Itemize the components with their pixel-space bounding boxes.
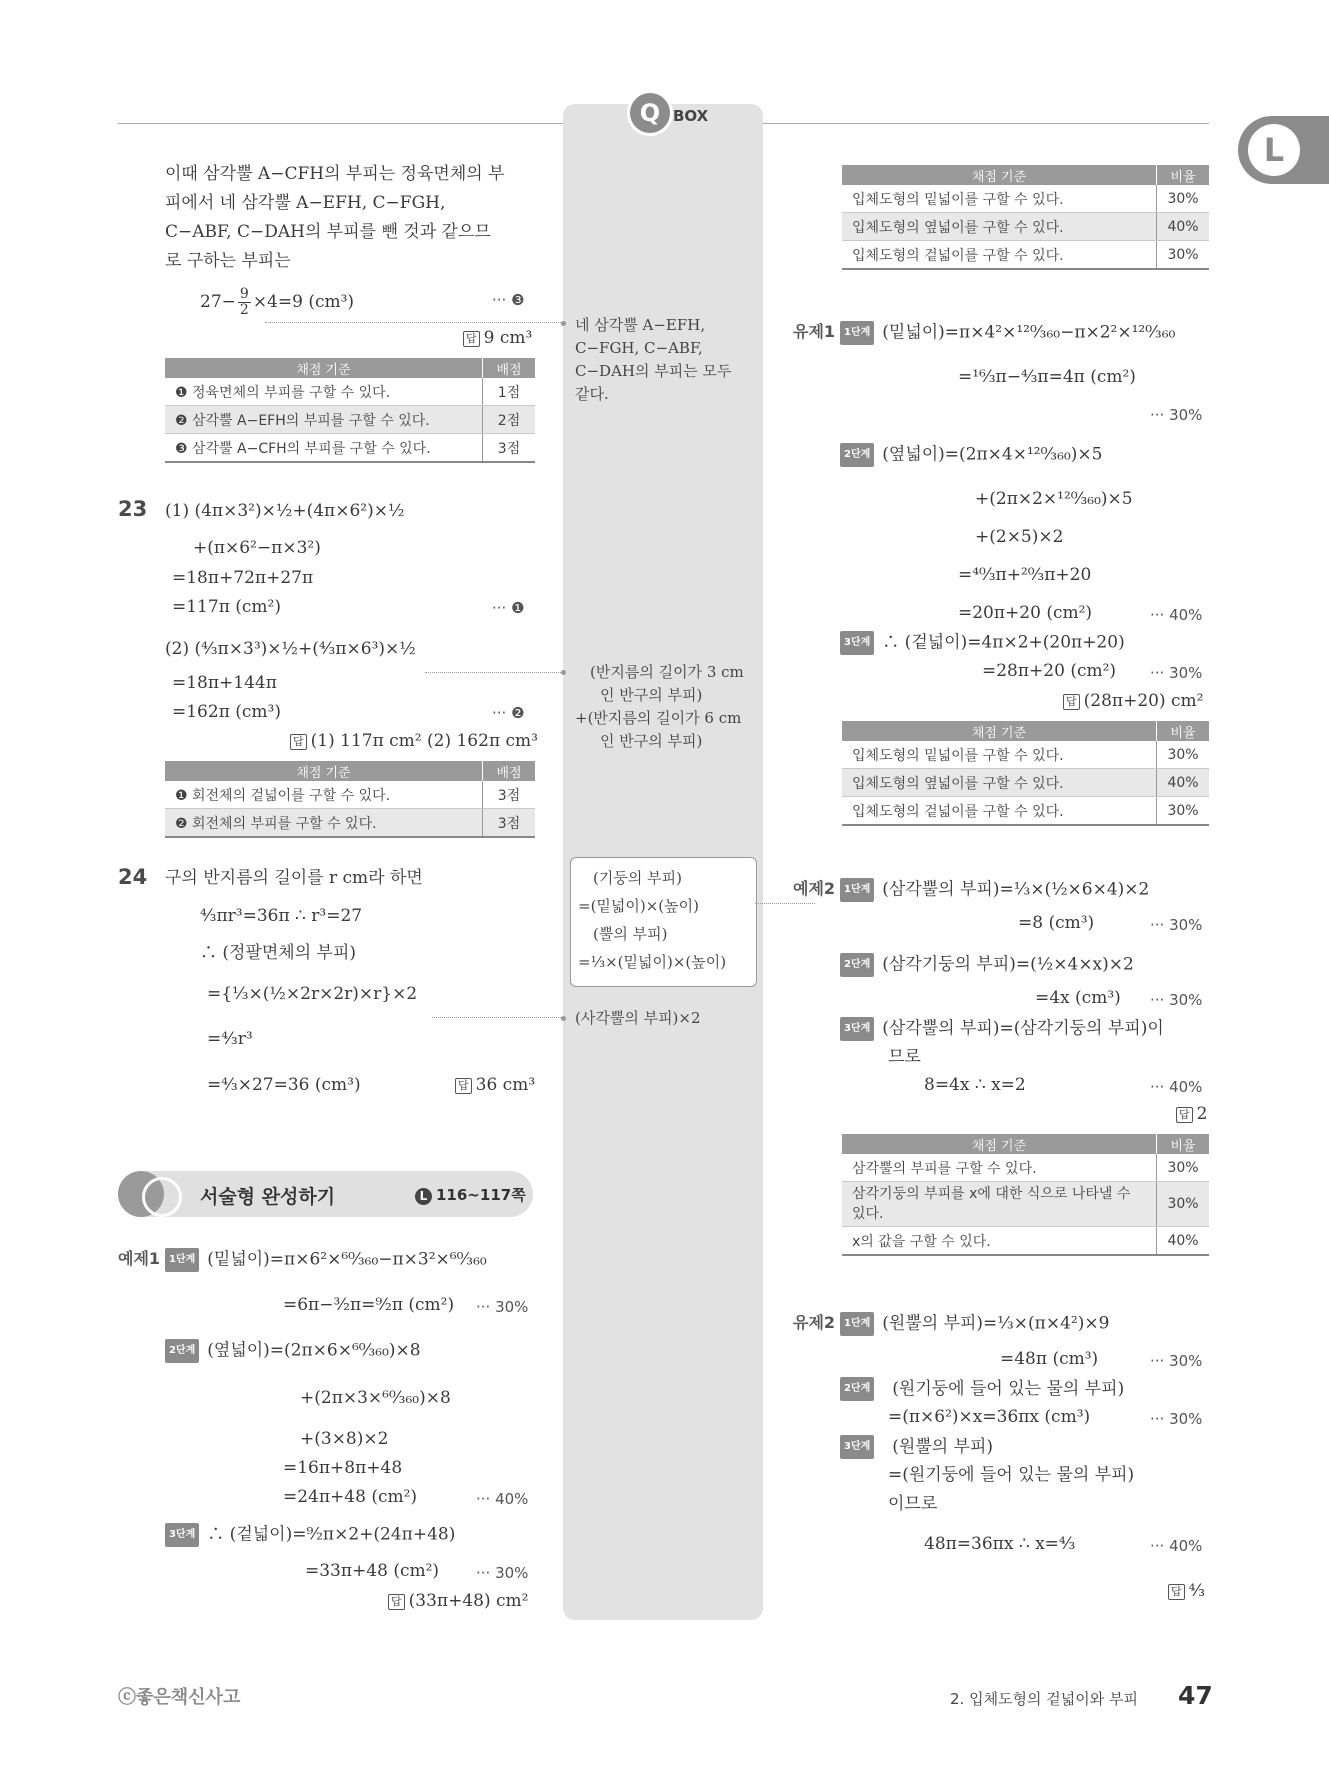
ex2-step3-marker: ··· 40% [1150,1078,1203,1096]
qbox-note1-dot [561,321,566,326]
ex1-step3-result: =33π+48 (cm²) [305,1561,440,1581]
yu1-step1: 1단계 (밑넓이)=π×4²×¹²⁰⁄₃₆₀−π×2²×¹²⁰⁄₃₆₀ [840,321,1175,345]
p23-line-4: =117π (cm²) [172,597,281,617]
qbox-note4-dot [561,1016,566,1021]
header-rule-right [762,123,1209,124]
qbox-note-3: (기둥의 부피) =(밑넓이)×(높이) (뿔의 부피) =⅓×(밑넓이)×(높이) [578,869,727,971]
ex1-step2-marker: ··· 40% [476,1490,529,1508]
p22-scoring-table: 채점 기준 배점 ❶ 정육면체의 부피를 구할 수 있다. 1점 ❷ 삼각뿔 A−EFH의 부피를 구할 수 있다. 2점 ❸ 삼각뿔 A−CFH의 부피를 구할 수 있다. 3점 [165,358,535,463]
p23-line-7: =162π (cm³) [172,702,281,722]
p23-line-1: (1) (4π×3²)×½+(4π×6²)×½ [165,501,405,521]
yu1-step3-result: =28π+20 (cm²) [982,661,1117,681]
p22-marker: ··· ❸ [492,291,525,309]
ex2-step2-marker: ··· 30% [1150,991,1203,1009]
yu2-step3-line-2: =(원기둥에 들어 있는 물의 부피) [888,1465,1135,1485]
p23-marker-2: ··· ❷ [492,704,525,722]
p22-leader-line [265,322,565,323]
ex2-step1: 1단계 (삼각뿔의 부피)=⅓×(½×6×4)×2 [840,878,1149,902]
answer-icon: 답 [463,331,480,347]
ex2-label: 예제2 [793,879,836,898]
yu1-step2-line-3: +(2×5)×2 [975,527,1064,547]
qbox-note-1: 네 삼각뿔 A−EFH, C−FGH, C−ABF, C−DAH의 부피는 모두 같다. [575,316,732,403]
yu1-step2-line-2: +(2π×2×¹²⁰⁄₃₆₀)×5 [975,489,1133,509]
qbox-q-icon: Q [627,90,673,136]
answer-icon: 답 [388,1594,405,1610]
p23-scoring-table: 채점 기준 배점 ❶ 회전체의 겉넓이를 구할 수 있다. 3점 ❷ 회전체의 부피를 구할 수 있다. 3점 [165,761,535,838]
p23-marker-1: ··· ❶ [492,599,525,617]
yu1-label: 유제1 [793,322,836,341]
yu2-step2: 2단계 (원기둥에 들어 있는 물의 부피) [840,1377,1124,1401]
p23-line-6: =18π+144π [172,673,277,693]
section-circles-icon [118,1171,193,1217]
ex2-scoring-table: 채점 기준 비율 삼각뿔의 부피를 구할 수 있다. 30% 삼각기둥의 부피를 x에 대한 식으로 나타낼 수 있다. 30% x의 값을 구할 수 있다. 40% [842,1134,1209,1256]
p23-number: 23 [118,497,148,521]
yu1-step2-marker: ··· 40% [1150,606,1203,624]
qbox-note-4: (사각뿔의 부피)×2 [575,1009,701,1027]
ex2-answer: 답 2 [1176,1103,1207,1125]
p23-line-5: (2) (⁴⁄₃π×3³)×½+(⁴⁄₃π×6³)×½ [165,639,416,659]
ex2-step1-result: =8 (cm³) [1018,913,1095,933]
yu2-step2-marker: ··· 30% [1150,1410,1203,1428]
yu1-step2: 2단계 (옆넓이)=(2π×4×¹²⁰⁄₃₆₀)×5 [840,443,1102,467]
yu2-step3: 3단계 (원뿔의 부피) [840,1435,993,1459]
yu1-answer: 답 (28π+20) cm² [1063,690,1203,712]
ex1-step3-marker: ··· 30% [476,1564,529,1582]
p22-line-4: 로 구하는 부피는 [165,251,291,271]
ex1-step2-line-4: =16π+8π+48 [283,1458,403,1478]
p23-answer: 답 (1) 117π cm² (2) 162π cm³ [290,730,538,752]
p24-answer: 답 36 cm³ [455,1074,535,1096]
p24-line-6: =⁴⁄₃×27=36 (cm³) [207,1075,361,1095]
answer-icon: 답 [1168,1584,1185,1600]
yu1-scoring-table: 채점 기준 비율 입체도형의 밑넓이를 구할 수 있다. 30% 입체도형의 옆넓이를 구할 수 있다. 40% 입체도형의 겉넓이를 구할 수 있다. 30% [842,721,1209,826]
yu2-step1: 1단계 (원뿔의 부피)=⅓×(π×4²)×9 [840,1312,1109,1336]
right-top-scoring-table: 채점 기준 비율 입체도형의 밑넓이를 구할 수 있다. 30% 입체도형의 옆넓이를 구할 수 있다. 40% 입체도형의 겉넓이를 구할 수 있다. 30% [842,165,1209,270]
footer-publisher: ⓒ좋은책신사고 [118,1687,241,1708]
p24-line-2: ⁴⁄₃πr³=36π ∴ r³=27 [200,906,363,926]
ex1-step1-marker: ··· 30% [476,1298,529,1316]
yu1-step3: 3단계 ∴ (겉넓이)=4π×2+(20π+20) [840,631,1125,655]
yu2-step3-marker: ··· 40% [1150,1537,1203,1555]
p24-line-5: =⁴⁄₃r³ [207,1029,253,1049]
yu2-step1-result: =48π (cm³) [1000,1349,1099,1369]
p24-number: 24 [118,865,148,889]
p22-answer: 답 9 cm³ [463,327,532,349]
p23-line-2: +(π×6²−π×3²) [193,538,321,558]
ex2-step2-result: =4x (cm³) [1035,988,1121,1008]
ex1-step1-result: =6π−³⁄₂π=⁹⁄₂π (cm²) [283,1295,455,1315]
answer-icon: 답 [290,734,307,750]
yu2-step3-line-3: 이므로 [888,1494,938,1514]
answer-icon: 답 [1063,694,1080,710]
level-tab-icon: L [1238,116,1329,184]
ex1-label: 예제1 [118,1249,161,1268]
ex2-step3-line-2: 므로 [888,1047,921,1067]
section-level-icon: L [415,1188,432,1205]
ex1-step2-line-2: +(2π×3×⁶⁰⁄₃₆₀)×8 [300,1388,451,1408]
page-number: 47 [1178,1681,1213,1710]
yu2-step2-result: =(π×6²)×x=36πx (cm³) [888,1407,1091,1427]
ex1-answer: 답 (33π+48) cm² [388,1590,528,1612]
p22-line-3: C−ABF, C−DAH의 부피를 뺀 것과 같으므 [165,222,491,242]
ex2-step2: 2단계 (삼각기둥의 부피)=(½×4×x)×2 [840,953,1134,977]
yu1-step2-line-5: =20π+20 (cm²) [958,603,1093,623]
p22-line-2: 피에서 네 삼각뿔 A−EFH, C−FGH, [165,193,446,213]
header-rule-left [118,123,563,124]
footer-chapter: 2. 입체도형의 겉넓이와 부피 [950,1690,1139,1708]
p22-line-1: 이때 삼각뿔 A−CFH의 부피는 정육면체의 부 [165,164,505,184]
ex2-step1-marker: ··· 30% [1150,916,1203,934]
ex1-step3: 3단계 ∴ (겉넓이)=⁹⁄₂π×2+(24π+48) [165,1523,455,1547]
p24-leader-line [432,1017,565,1018]
qbox-note-2: (반지름의 길이가 3 cm 인 반구의 부피) +(반지름의 길이가 6 cm 인 반구의 부피) [575,663,744,750]
yu1-step3-marker: ··· 30% [1150,664,1203,682]
ex2-step3-line-3: 8=4x ∴ x=2 [924,1075,1026,1095]
p24-line-4: ={⅓×(½×2r×2r)×r}×2 [207,984,418,1004]
ex2-step3: 3단계 (삼각뿔의 부피)=(삼각기둥의 부피)이 [840,1017,1164,1041]
yu1-step2-line-4: =⁴⁰⁄₃π+²⁰⁄₃π+20 [958,565,1092,585]
p23-line-3: =18π+72π+27π [172,568,314,588]
answer-icon: 답 [455,1078,472,1094]
section-title: 서술형 완성하기 [200,1186,336,1208]
yu1-step1-marker: ··· 30% [1150,406,1203,424]
ex1-step1: 1단계 (밑넓이)=π×6²×⁶⁰⁄₃₆₀−π×3²×⁶⁰⁄₃₆₀ [165,1248,487,1272]
p22-equation: 27− $\frac{9}{2}$ ×4=9 (cm³) [200,286,355,318]
p24-line-3: ∴ (정팔면체의 부피) [200,943,357,963]
yu2-answer: 답 ⁴⁄₃ [1168,1580,1205,1602]
qbox-card-leader [755,903,815,904]
ex1-step2-line-3: +(3×8)×2 [300,1429,389,1449]
yu2-step1-marker: ··· 30% [1150,1352,1203,1370]
qbox-note2-dot [561,670,566,675]
yu1-step1-result: =¹⁶⁄₃π−⁴⁄₃π=4π (cm²) [958,367,1136,387]
ex1-step2: 2단계 (옆넓이)=(2π×6×⁶⁰⁄₃₆₀)×8 [165,1339,421,1363]
qbox-label: BOX [673,107,709,125]
yu2-label: 유제2 [793,1313,836,1332]
ex1-step2-line-5: =24π+48 (cm²) [283,1487,418,1507]
yu2-step3-line-4: 48π=36πx ∴ x=⁴⁄₃ [924,1534,1076,1554]
p24-line-1: 구의 반지름의 길이를 r cm라 하면 [165,868,423,888]
section-pages: L 116~117쪽 [415,1184,526,1205]
p23-leader-line [425,672,565,673]
answer-icon: 답 [1176,1107,1193,1123]
